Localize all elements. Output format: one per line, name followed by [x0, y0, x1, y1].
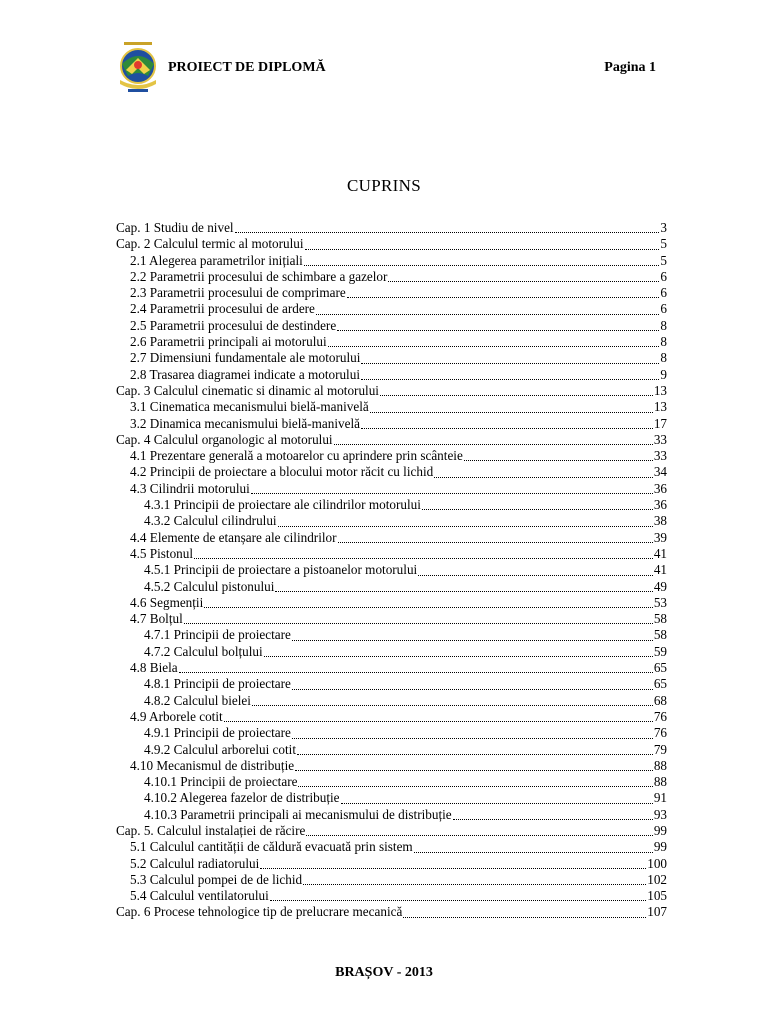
toc-entry-label: 4.7.1 Principii de proiectare: [144, 627, 291, 643]
toc-dot-leader: [370, 411, 653, 413]
toc-entry-label: Cap. 6 Procese tehnologice tip de prelucrare mecanică: [116, 904, 403, 920]
toc-dot-leader: [184, 622, 653, 624]
toc-dot-leader: [303, 883, 646, 885]
toc-entry-page: 53: [653, 594, 667, 610]
toc-entry-label: Cap. 1 Studiu de nivel: [116, 220, 234, 235]
toc-entry-label: 4.4 Elemente de etanșare ale cilindrilor: [130, 529, 337, 545]
toc-entry[interactable]: [116, 318, 667, 334]
toc-dot-leader: [341, 802, 653, 804]
toc-entry-label: 4.9.1 Principii de proiectare: [144, 725, 291, 741]
toc-entry[interactable]: [116, 448, 667, 464]
toc-entry-page: 105: [647, 888, 667, 904]
toc-entry-page: 9: [660, 366, 667, 382]
toc-entry-label: 4.5.2 Calculul pistonului: [144, 578, 275, 594]
toc-entry-label: 4.6 Segmenții: [130, 594, 204, 610]
toc-entry-label: 2.7 Dimensiuni fundamentale ale motorului: [130, 350, 361, 366]
toc-entry-label: 2.2 Parametrii procesului de schimbare a gazelor: [130, 268, 388, 284]
toc-entry-page: 107: [647, 904, 667, 920]
toc-dot-leader: [292, 639, 653, 641]
toc-entry-page: 13: [653, 382, 667, 398]
toc-dot-leader: [306, 834, 652, 836]
toc-entry-label: 4.10.1 Principii de proiectare: [144, 774, 298, 790]
toc-entry-page: 100: [647, 855, 667, 871]
toc-entry-page: 6: [660, 268, 667, 284]
toc-entry[interactable]: [116, 481, 667, 497]
toc-dot-leader: [292, 688, 653, 690]
toc-entry-label: 5.3 Calculul pompei de de lichid: [130, 871, 303, 887]
toc-entry-label: 4.8 Biela: [130, 660, 178, 676]
toc-dot-leader: [334, 443, 653, 445]
toc-entry[interactable]: [116, 334, 667, 350]
toc-entry[interactable]: [116, 253, 667, 269]
toc-entry-page: 38: [653, 513, 667, 529]
toc-entry-label: Cap. 5. Calculul instalației de răcire: [116, 822, 306, 838]
toc-entry[interactable]: [116, 301, 667, 317]
page-number: Pagina 1: [604, 60, 656, 75]
toc-dot-leader: [453, 818, 653, 820]
toc-entry-page: 6: [660, 301, 667, 317]
toc-entry[interactable]: [116, 595, 667, 611]
toc-entry[interactable]: [116, 790, 667, 806]
toc-entry-page: 58: [653, 611, 667, 627]
toc-entry-label: 3.1 Cinematica mecanismului bielă-manivelă: [130, 399, 369, 415]
toc-dot-leader: [298, 785, 652, 787]
toc-entry-page: 17: [653, 415, 667, 431]
toc-dot-leader: [264, 655, 653, 657]
toc-entry[interactable]: [116, 546, 667, 562]
toc-dot-leader: [347, 296, 660, 298]
toc-title: CUPRINS: [347, 176, 421, 195]
toc-entry-page: 6: [660, 285, 667, 301]
toc-entry-page: 99: [653, 839, 667, 855]
toc-entry-label: 4.10.3 Parametrii principali ai mecanismului de distribuție: [144, 806, 452, 822]
page-header: [116, 40, 660, 96]
toc-entry[interactable]: [116, 497, 667, 513]
toc-entry-page: 41: [653, 562, 667, 578]
toc-entry-label: 3.2 Dinamica mecanismului bielă-manivelă: [130, 415, 360, 431]
toc-entry-page: 33: [653, 448, 667, 464]
toc-entry-label: 2.3 Parametrii procesului de comprimare: [130, 285, 346, 301]
toc-entry-label: 4.7.2 Calculul bolțului: [144, 643, 263, 659]
toc-entry-page: 34: [653, 464, 667, 480]
toc-entry-page: 93: [653, 806, 667, 822]
toc-dot-leader: [292, 737, 653, 739]
toc-entry[interactable]: [116, 839, 667, 855]
toc-entry-label: 4.9.2 Calculul arborelui cotit: [144, 741, 296, 757]
toc-entry-label: Cap. 2 Calculul termic al motorului: [116, 236, 304, 252]
toc-entry[interactable]: [116, 725, 667, 741]
toc-entry[interactable]: [116, 350, 667, 366]
toc-entry-page: 65: [653, 660, 667, 676]
toc-entry-page: 5: [660, 252, 667, 268]
toc-entry[interactable]: [116, 660, 667, 676]
toc-dot-leader: [361, 427, 653, 429]
toc-entry-label: 5.2 Calculul radiatorului: [130, 855, 260, 871]
toc-entry-page: 8: [660, 350, 667, 366]
toc-entry[interactable]: [116, 823, 667, 839]
toc-entry[interactable]: [116, 627, 667, 643]
toc-entry[interactable]: [116, 644, 667, 660]
toc-entry[interactable]: [116, 464, 667, 480]
toc-dot-leader: [252, 704, 653, 706]
toc-dot-leader: [297, 753, 653, 755]
toc-entry[interactable]: [116, 693, 667, 709]
toc-entry[interactable]: [116, 416, 667, 432]
toc-dot-leader: [194, 557, 653, 559]
toc-entry-page: 59: [653, 643, 667, 659]
toc-entry[interactable]: [116, 611, 667, 627]
toc-entry-label: 2.8 Trasarea diagramei indicate a motorului: [130, 366, 360, 382]
toc-dot-leader: [278, 525, 653, 527]
toc-entry-page: 79: [653, 741, 667, 757]
toc-dot-leader: [204, 606, 653, 608]
toc-entry[interactable]: [116, 807, 667, 823]
toc-entry[interactable]: [116, 236, 667, 252]
toc-entry[interactable]: [116, 856, 667, 872]
toc-entry-label: 2.6 Parametrii principali ai motorului: [130, 334, 327, 350]
toc-dot-leader: [380, 394, 653, 396]
toc-entry-page: 58: [653, 627, 667, 643]
toc-entry[interactable]: [116, 774, 667, 790]
toc-entry[interactable]: [116, 709, 667, 725]
toc-entry-page: 8: [660, 334, 667, 350]
toc-entry-label: Cap. 4 Calculul organologic al motorului: [116, 431, 333, 447]
toc-entry[interactable]: [116, 399, 667, 415]
toc-entry[interactable]: [116, 367, 667, 383]
toc-entry-page: 49: [653, 578, 667, 594]
toc-entry[interactable]: [116, 269, 667, 285]
toc-dot-leader: [235, 231, 660, 233]
toc-dot-leader: [270, 899, 646, 901]
toc-dot-leader: [295, 769, 653, 771]
toc-entry-page: 39: [653, 529, 667, 545]
table-of-contents: [116, 220, 667, 921]
toc-entry-page: 41: [653, 545, 667, 561]
toc-entry-label: Cap. 3 Calculul cinematic si dinamic al motorului: [116, 382, 379, 398]
toc-entry[interactable]: [116, 579, 667, 595]
toc-entry[interactable]: [116, 383, 667, 399]
toc-dot-leader: [316, 313, 659, 315]
toc-entry-page: 8: [660, 317, 667, 333]
toc-dot-leader: [304, 264, 660, 266]
toc-entry-page: 36: [653, 497, 667, 513]
toc-entry[interactable]: [116, 742, 667, 758]
toc-entry-label: 2.1 Alegerea parametrilor inițiali: [130, 252, 303, 268]
toc-entry-label: 4.1 Prezentare generală a motoarelor cu aprindere prin scânteie: [130, 448, 463, 464]
toc-dot-leader: [422, 508, 653, 510]
toc-entry[interactable]: [116, 872, 667, 888]
toc-entry-page: 36: [653, 480, 667, 496]
toc-entry[interactable]: [116, 432, 667, 448]
toc-entry-page: 65: [653, 676, 667, 692]
toc-entry[interactable]: [116, 676, 667, 692]
toc-dot-leader: [328, 345, 660, 347]
toc-entry-label: 4.9 Arborele cotit: [130, 708, 223, 724]
toc-dot-leader: [418, 574, 653, 576]
toc-dot-leader: [361, 362, 659, 364]
toc-entry-label: 4.8.1 Principii de proiectare: [144, 676, 291, 692]
document-title: PROIECT DE DIPLOMĂ: [168, 60, 326, 75]
toc-dot-leader: [361, 378, 659, 380]
toc-dot-leader: [464, 459, 653, 461]
toc-entry-label: 4.10.2 Alegerea fazelor de distribuție: [144, 790, 340, 806]
toc-dot-leader: [388, 280, 659, 282]
toc-entry-label: 5.4 Calculul ventilatorului: [130, 888, 269, 904]
toc-dot-leader: [275, 590, 652, 592]
toc-entry[interactable]: [116, 530, 667, 546]
page-footer: BRAȘOV - 2013: [335, 965, 433, 980]
toc-entry-page: 33: [653, 431, 667, 447]
toc-entry[interactable]: [116, 888, 667, 904]
toc-dot-leader: [260, 867, 646, 869]
toc-dot-leader: [179, 671, 653, 673]
toc-entry[interactable]: [116, 220, 667, 236]
toc-entry-label: 4.3.1 Principii de proiectare ale cilindrilor motorului: [144, 497, 421, 513]
toc-entry-page: 91: [653, 790, 667, 806]
toc-dot-leader: [414, 851, 653, 853]
toc-entry-page: 13: [653, 399, 667, 415]
toc-entry-label: 2.4 Parametrii procesului de ardere: [130, 301, 315, 317]
toc-entry-page: 68: [653, 692, 667, 708]
toc-entry-label: 4.7 Bolțul: [130, 611, 183, 627]
toc-dot-leader: [434, 476, 653, 478]
toc-entry-label: 4.10 Mecanismul de distribuție: [130, 757, 295, 773]
toc-dot-leader: [251, 492, 653, 494]
toc-entry-label: 4.5.1 Principii de proiectare a pistoanelor motorului: [144, 562, 418, 578]
toc-entry[interactable]: [116, 285, 667, 301]
toc-entry-page: 3: [660, 220, 667, 235]
toc-entry-page: 88: [653, 774, 667, 790]
toc-entry-page: 99: [653, 822, 667, 838]
toc-entry-page: 88: [653, 757, 667, 773]
toc-entry-page: 102: [647, 871, 667, 887]
toc-entry-label: 4.3.2 Calculul cilindrului: [144, 513, 277, 529]
toc-entry[interactable]: [116, 562, 667, 578]
toc-dot-leader: [305, 248, 660, 250]
toc-dot-leader: [403, 916, 646, 918]
toc-dot-leader: [224, 720, 653, 722]
toc-dot-leader: [337, 329, 659, 331]
toc-entry[interactable]: [116, 513, 667, 529]
toc-entry-page: 76: [653, 708, 667, 724]
toc-entry-page: 5: [660, 236, 667, 252]
university-crest-icon: [116, 40, 160, 96]
toc-entry-label: 2.5 Parametrii procesului de destindere: [130, 317, 337, 333]
toc-entry-label: 5.1 Calculul cantității de căldură evacuată prin sistem: [130, 839, 413, 855]
toc-entry-label: 4.8.2 Calculul bielei: [144, 692, 251, 708]
toc-entry-label: 4.5 Pistonul: [130, 545, 194, 561]
toc-entry-page: 76: [653, 725, 667, 741]
toc-dot-leader: [338, 541, 653, 543]
toc-entry-label: 4.2 Principii de proiectare a blocului motor răcit cu lichid: [130, 464, 434, 480]
toc-entry[interactable]: [116, 758, 667, 774]
toc-entry[interactable]: [116, 904, 667, 920]
toc-entry-label: 4.3 Cilindrii motorului: [130, 480, 250, 496]
